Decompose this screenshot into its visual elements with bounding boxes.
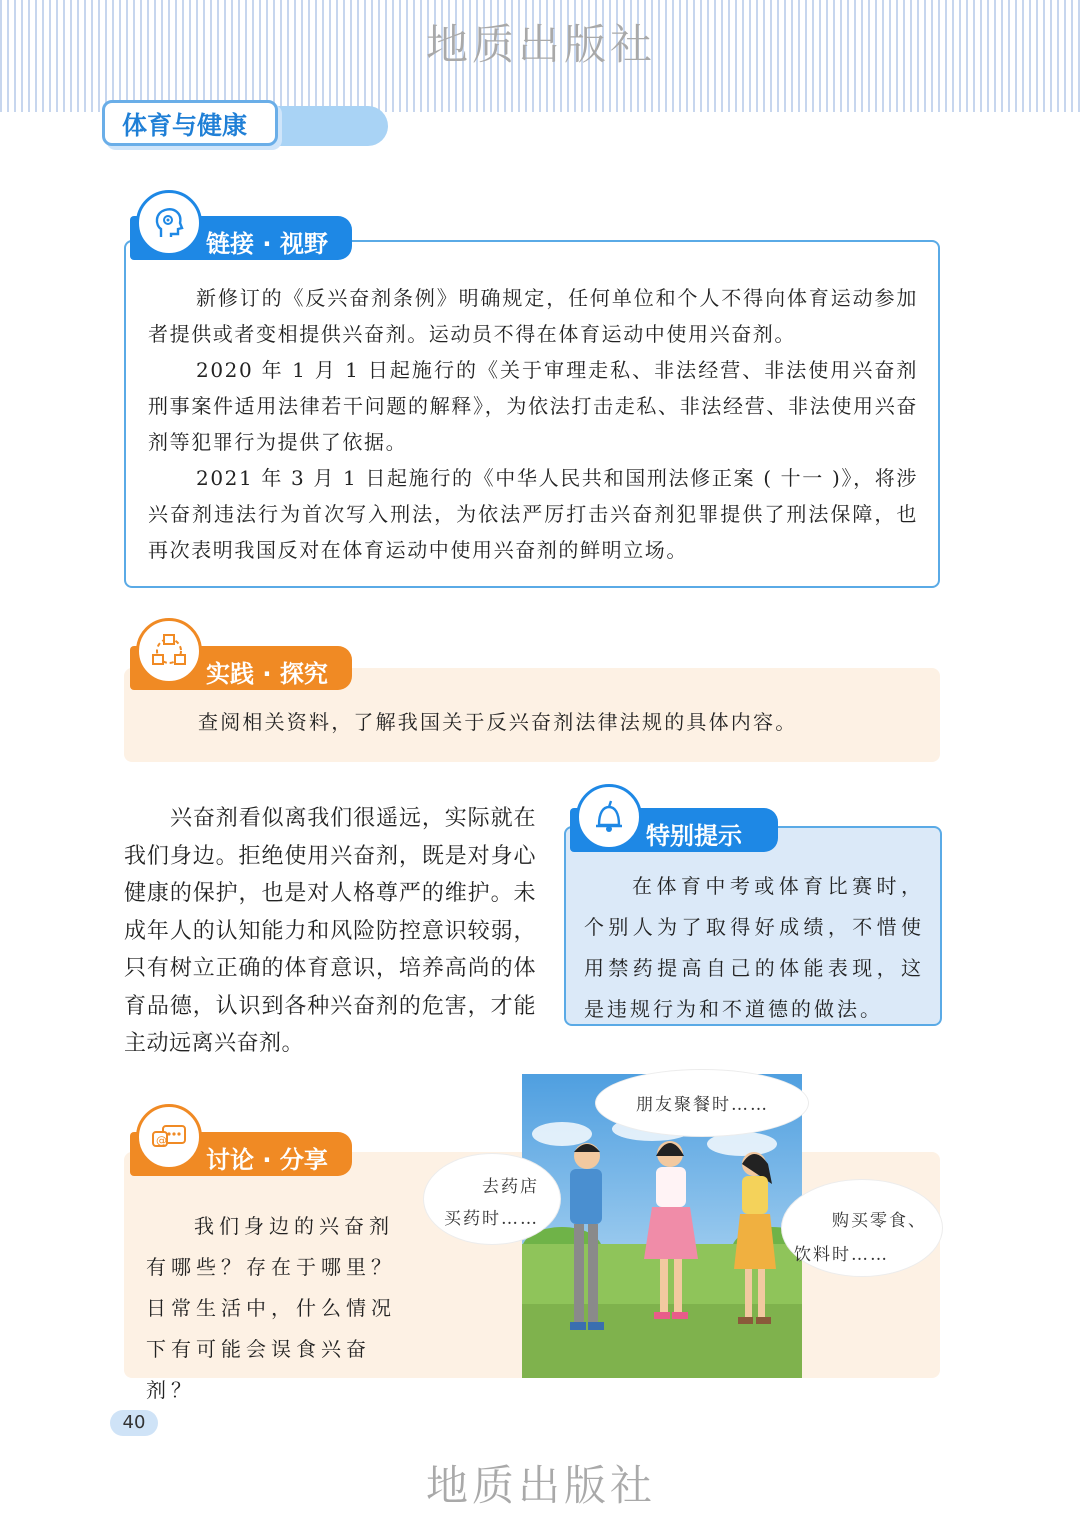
link-paragraph-2: 2020 年 1 月 1 日起施行的《关于审理走私、非法经营、非法使用兴奋剂刑事案件适用法律若干问题的解释》，为依法打击走私、非法经营、非法使用兴奋剂等犯罪行为提供了依据。	[148, 358, 918, 454]
main-body-text: 兴奋剂看似离我们很遥远，实际就在我们身边。拒绝使用兴奋剂，既是对身心健康的保护，也是对人格尊严的维护。未成年人的认知能力和风险防控意识较弱，只有树立正确的体育意识，培养高尚的体育品德，认识到各种兴奋剂的危害，才能主动远离兴奋剂。	[124, 806, 536, 1056]
svg-text:@: @	[156, 1134, 167, 1147]
link-paragraph-3: 2021 年 3 月 1 日起施行的《中华人民共和国刑法修正案 ( 十一 )》，将涉兴奋剂违法行为首次写入刑法，为依法严厉打击兴奋剂犯罪提供了刑法保障，也再次表明我国反对在体育运动中使用兴奋剂的鲜明立场。	[148, 466, 918, 562]
practice-text: 查阅相关资料，了解我国关于反兴奋剂法律法规的具体内容。	[198, 710, 798, 734]
chat-bubble-icon	[136, 1104, 202, 1170]
cycle-explore-icon	[136, 618, 202, 684]
chapter-tag	[88, 92, 308, 152]
speech-bubble-right	[782, 1180, 942, 1276]
head-idea-icon	[136, 190, 202, 256]
tip-section-title: 特别提示	[646, 822, 742, 850]
speech-bubble-right-line2: 饮料时……	[794, 1245, 889, 1265]
link-paragraph-1: 新修订的《反兴奋剂条例》明确规定，任何单位和个人不得向体育运动参加者提供或者变相提供兴奋剂。运动员不得在体育运动中使用兴奋剂。	[148, 286, 918, 346]
chapter-title: 体育与健康	[122, 111, 248, 140]
discussion-section-title: 讨论 · 分享	[206, 1146, 328, 1174]
tip-text: 在体育中考或体育比赛时，个别人为了取得好成绩，不惜使用禁药提高自己的体能表现，这是违规行为和不道德的做法。	[584, 874, 924, 1021]
page-number: 40	[110, 1410, 158, 1436]
speech-bubble-left-line1: 去药店	[482, 1177, 539, 1197]
speech-bubble-left-line2: 买药时……	[444, 1209, 539, 1229]
practice-section-title: 实践 · 探究	[206, 660, 328, 688]
speech-bubble-left	[424, 1154, 560, 1244]
publisher-watermark-bottom: 地质出版社	[425, 1461, 656, 1510]
bell-icon	[576, 784, 642, 850]
speech-bubble-top-text: 朋友聚餐时……	[636, 1095, 769, 1115]
discussion-text: 我们身边的兴奋剂有哪些？存在于哪里？日常生活中，什么情况下有可能会误食兴奋剂？	[146, 1214, 396, 1402]
speech-bubble-top	[596, 1070, 808, 1136]
publisher-watermark-top: 地质出版社	[425, 20, 656, 69]
link-section-title: 链接 · 视野	[206, 230, 328, 258]
speech-bubble-right-line1: 购买零食、	[832, 1211, 927, 1231]
